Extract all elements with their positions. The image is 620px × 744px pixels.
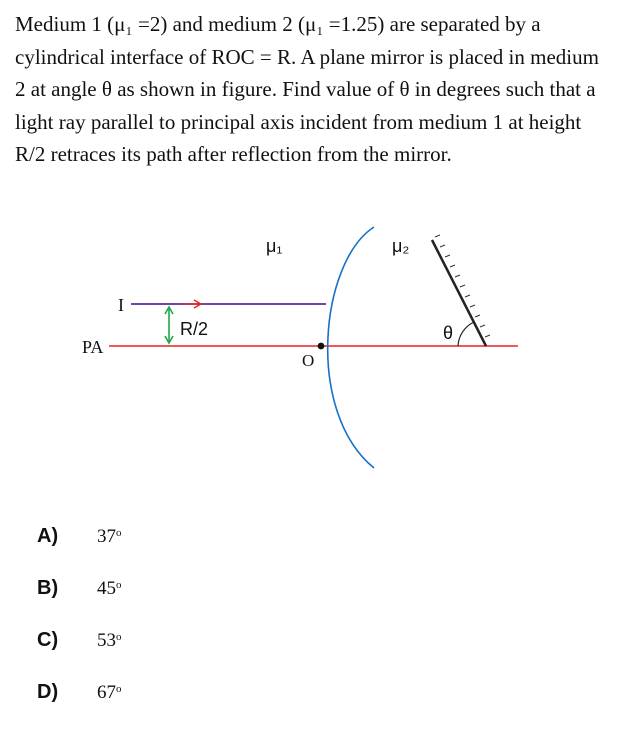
question-text: Medium 1 (μ₁ =2) and medium 2 (μ₁ =1.25) are separated by a cylindrical interface of ROC = R. A plane mirror is placed in medium 2 at angle θ as shown in figure. Find value of θ in degrees such that a light ray parallel to principal axis incident from medium 1 at height R/2 retraces its path after reflection from the mirror. — [15, 12, 599, 166]
option-value: 45$^o$ — [97, 578, 122, 599]
cylindrical-interface — [328, 227, 374, 468]
plane-mirror — [432, 240, 486, 346]
option-letter: A) — [37, 525, 59, 547]
optics-figure — [0, 222, 620, 482]
option-value: 67$^o$ — [97, 682, 122, 703]
option-letter: D) — [37, 681, 59, 703]
r2-label: R/2 — [180, 319, 209, 339]
option-b[interactable] — [0, 577, 300, 607]
option-d[interactable] — [0, 681, 300, 711]
i-label: I — [118, 295, 124, 315]
theta-label: θ — [443, 323, 454, 343]
mu1-label: μ₁ — [266, 236, 283, 256]
pa-label: PA — [82, 337, 104, 357]
option-value: 37$^o$ — [97, 526, 122, 547]
option-letter: B) — [37, 577, 59, 599]
option-c[interactable] — [0, 629, 300, 659]
mu2-label: μ₂ — [392, 236, 410, 256]
o-label: O — [302, 351, 315, 370]
option-letter: C) — [37, 629, 59, 651]
pole-point — [318, 343, 325, 350]
theta-arc — [458, 322, 474, 346]
option-value: 53$^o$ — [97, 630, 122, 651]
mirror-hatching — [435, 235, 490, 337]
option-a[interactable] — [0, 525, 300, 555]
